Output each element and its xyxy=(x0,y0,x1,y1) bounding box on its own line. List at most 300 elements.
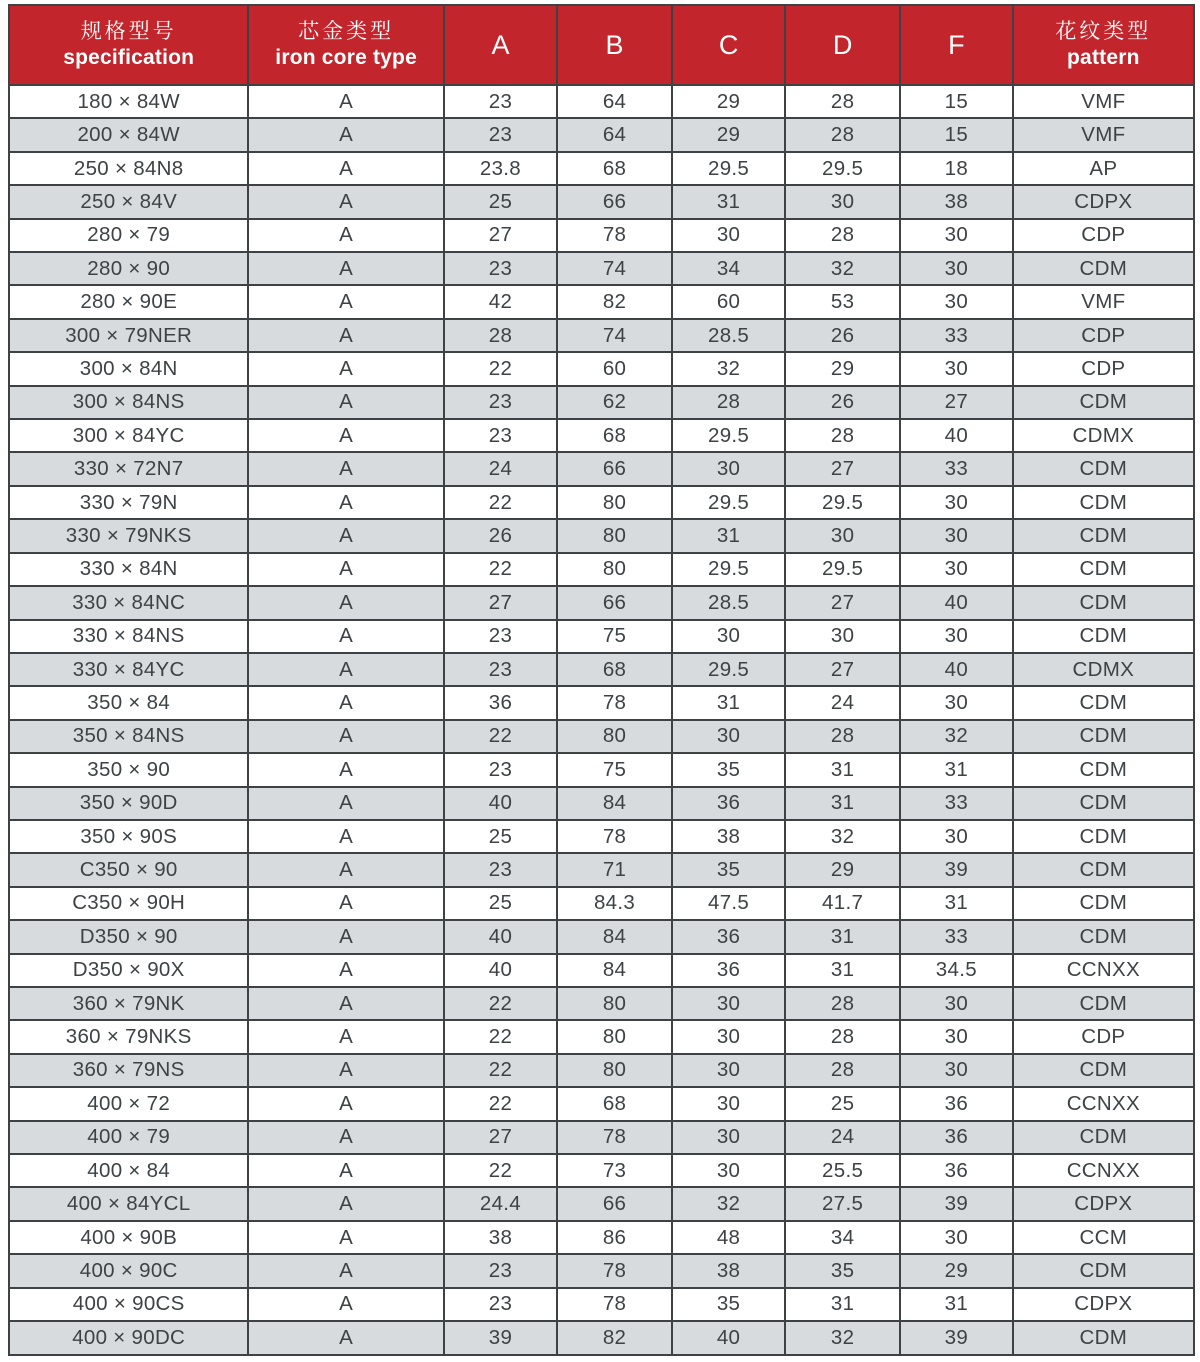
cell-specification: 400 × 84 xyxy=(9,1154,248,1187)
cell-d: 34 xyxy=(785,1221,900,1254)
cell-iron-core-type: A xyxy=(248,118,444,151)
cell-b: 78 xyxy=(557,1121,672,1154)
cell-d: 31 xyxy=(785,920,900,953)
cell-c: 31 xyxy=(672,686,785,719)
cell-iron-core-type: A xyxy=(248,1054,444,1087)
cell-specification: D350 × 90X xyxy=(9,954,248,987)
cell-c: 35 xyxy=(672,753,785,786)
cell-a: 22 xyxy=(444,1154,557,1187)
cell-d: 32 xyxy=(785,252,900,285)
cell-d: 41.7 xyxy=(785,887,900,920)
cell-b: 68 xyxy=(557,1087,672,1120)
cell-iron-core-type: A xyxy=(248,319,444,352)
cell-pattern: CDM xyxy=(1013,920,1194,953)
table-row xyxy=(9,987,1194,1020)
cell-b: 74 xyxy=(557,319,672,352)
cell-b: 86 xyxy=(557,1221,672,1254)
cell-pattern: CDM xyxy=(1013,753,1194,786)
cell-d: 29.5 xyxy=(785,152,900,185)
table-row xyxy=(9,1321,1194,1355)
cell-pattern: CDP xyxy=(1013,219,1194,252)
cell-specification: 330 × 72N7 xyxy=(9,452,248,485)
cell-specification: 200 × 84W xyxy=(9,118,248,151)
cell-pattern: CDM xyxy=(1013,586,1194,619)
cell-a: 40 xyxy=(444,787,557,820)
cell-pattern: VMF xyxy=(1013,285,1194,318)
cell-b: 66 xyxy=(557,185,672,218)
cell-a: 23 xyxy=(444,853,557,886)
cell-pattern: CDM xyxy=(1013,720,1194,753)
cell-pattern: CDP xyxy=(1013,319,1194,352)
table-row xyxy=(9,1054,1194,1087)
cell-a: 23 xyxy=(444,620,557,653)
cell-a: 38 xyxy=(444,1221,557,1254)
cell-f: 30 xyxy=(900,285,1013,318)
cell-iron-core-type: A xyxy=(248,720,444,753)
cell-f: 33 xyxy=(900,920,1013,953)
cell-specification: 400 × 84YCL xyxy=(9,1187,248,1220)
cell-iron-core-type: A xyxy=(248,1087,444,1120)
table-row xyxy=(9,285,1194,318)
cell-c: 29 xyxy=(672,85,785,118)
table-row xyxy=(9,853,1194,886)
cell-f: 30 xyxy=(900,1054,1013,1087)
cell-iron-core-type: A xyxy=(248,553,444,586)
cell-specification: 330 × 84YC xyxy=(9,653,248,686)
spec-table-container xyxy=(8,4,1195,1356)
cell-b: 80 xyxy=(557,1054,672,1087)
cell-d: 30 xyxy=(785,620,900,653)
cell-c: 30 xyxy=(672,452,785,485)
col-header-d: D xyxy=(785,5,900,85)
col-header-iron-core-type-en: iron core type xyxy=(275,46,417,69)
cell-pattern: CDPX xyxy=(1013,185,1194,218)
cell-c: 32 xyxy=(672,1187,785,1220)
cell-f: 31 xyxy=(900,753,1013,786)
cell-f: 31 xyxy=(900,887,1013,920)
table-row xyxy=(9,352,1194,385)
cell-specification: 400 × 90DC xyxy=(9,1321,248,1355)
cell-c: 28.5 xyxy=(672,319,785,352)
cell-c: 32 xyxy=(672,352,785,385)
cell-iron-core-type: A xyxy=(248,85,444,118)
cell-f: 18 xyxy=(900,152,1013,185)
cell-d: 24 xyxy=(785,1121,900,1154)
cell-d: 27.5 xyxy=(785,1187,900,1220)
cell-c: 36 xyxy=(672,787,785,820)
col-header-iron-core-type-zh: 芯金类型 xyxy=(298,19,395,43)
cell-a: 22 xyxy=(444,720,557,753)
col-header-c: C xyxy=(672,5,785,85)
cell-a: 23 xyxy=(444,386,557,419)
cell-pattern: CDM xyxy=(1013,853,1194,886)
cell-b: 66 xyxy=(557,1187,672,1220)
cell-specification: 330 × 84NC xyxy=(9,586,248,619)
cell-b: 84 xyxy=(557,954,672,987)
cell-iron-core-type: A xyxy=(248,386,444,419)
col-header-pattern-zh: 花纹类型 xyxy=(1055,19,1152,43)
cell-iron-core-type: A xyxy=(248,887,444,920)
cell-pattern: CDM xyxy=(1013,987,1194,1020)
cell-f: 30 xyxy=(900,620,1013,653)
cell-specification: 400 × 90CS xyxy=(9,1288,248,1321)
cell-pattern: CDM xyxy=(1013,787,1194,820)
cell-a: 23 xyxy=(444,419,557,452)
cell-a: 36 xyxy=(444,686,557,719)
cell-iron-core-type: A xyxy=(248,352,444,385)
table-row xyxy=(9,620,1194,653)
cell-d: 31 xyxy=(785,1288,900,1321)
table-row xyxy=(9,1020,1194,1053)
cell-specification: 400 × 72 xyxy=(9,1087,248,1120)
cell-iron-core-type: A xyxy=(248,419,444,452)
cell-a: 22 xyxy=(444,1054,557,1087)
cell-f: 30 xyxy=(900,686,1013,719)
cell-iron-core-type: A xyxy=(248,853,444,886)
cell-b: 80 xyxy=(557,486,672,519)
cell-b: 75 xyxy=(557,620,672,653)
cell-f: 30 xyxy=(900,252,1013,285)
cell-iron-core-type: A xyxy=(248,519,444,552)
cell-a: 22 xyxy=(444,352,557,385)
cell-iron-core-type: A xyxy=(248,820,444,853)
cell-d: 32 xyxy=(785,820,900,853)
cell-f: 40 xyxy=(900,419,1013,452)
cell-b: 82 xyxy=(557,285,672,318)
cell-a: 40 xyxy=(444,920,557,953)
col-header-specification-zh: 规格型号 xyxy=(80,19,177,43)
cell-c: 30 xyxy=(672,1054,785,1087)
cell-specification: 350 × 84NS xyxy=(9,720,248,753)
cell-f: 30 xyxy=(900,553,1013,586)
table-row xyxy=(9,686,1194,719)
cell-pattern: CDM xyxy=(1013,686,1194,719)
cell-specification: 350 × 90 xyxy=(9,753,248,786)
cell-specification: 330 × 79NKS xyxy=(9,519,248,552)
cell-d: 27 xyxy=(785,586,900,619)
cell-b: 80 xyxy=(557,987,672,1020)
cell-d: 26 xyxy=(785,386,900,419)
cell-c: 29.5 xyxy=(672,486,785,519)
cell-c: 30 xyxy=(672,987,785,1020)
cell-specification: 350 × 90S xyxy=(9,820,248,853)
cell-b: 80 xyxy=(557,519,672,552)
cell-specification: 400 × 79 xyxy=(9,1121,248,1154)
table-row xyxy=(9,519,1194,552)
cell-c: 29.5 xyxy=(672,419,785,452)
cell-d: 29 xyxy=(785,853,900,886)
cell-c: 48 xyxy=(672,1221,785,1254)
cell-iron-core-type: A xyxy=(248,753,444,786)
cell-a: 25 xyxy=(444,887,557,920)
cell-f: 15 xyxy=(900,85,1013,118)
cell-specification: 300 × 84NS xyxy=(9,386,248,419)
cell-d: 29 xyxy=(785,352,900,385)
cell-d: 28 xyxy=(785,118,900,151)
cell-b: 62 xyxy=(557,386,672,419)
cell-f: 39 xyxy=(900,1187,1013,1220)
cell-specification: 280 × 90E xyxy=(9,285,248,318)
cell-c: 60 xyxy=(672,285,785,318)
cell-a: 23 xyxy=(444,653,557,686)
table-row xyxy=(9,419,1194,452)
table-row xyxy=(9,586,1194,619)
cell-b: 78 xyxy=(557,219,672,252)
cell-a: 23 xyxy=(444,1254,557,1287)
cell-pattern: CDM xyxy=(1013,1254,1194,1287)
cell-b: 78 xyxy=(557,820,672,853)
cell-f: 30 xyxy=(900,519,1013,552)
cell-c: 31 xyxy=(672,519,785,552)
cell-d: 29.5 xyxy=(785,553,900,586)
cell-pattern: CDPX xyxy=(1013,1288,1194,1321)
cell-d: 28 xyxy=(785,1020,900,1053)
cell-c: 36 xyxy=(672,954,785,987)
cell-b: 84 xyxy=(557,787,672,820)
cell-a: 23.8 xyxy=(444,152,557,185)
table-row xyxy=(9,1087,1194,1120)
table-row xyxy=(9,920,1194,953)
cell-d: 25.5 xyxy=(785,1154,900,1187)
cell-b: 68 xyxy=(557,152,672,185)
cell-a: 23 xyxy=(444,85,557,118)
cell-f: 32 xyxy=(900,720,1013,753)
col-header-specification xyxy=(9,5,248,85)
cell-iron-core-type: A xyxy=(248,486,444,519)
cell-iron-core-type: A xyxy=(248,1020,444,1053)
table-row xyxy=(9,386,1194,419)
cell-specification: C350 × 90H xyxy=(9,887,248,920)
cell-f: 36 xyxy=(900,1087,1013,1120)
table-header xyxy=(9,5,1194,85)
cell-b: 75 xyxy=(557,753,672,786)
cell-pattern: CDMX xyxy=(1013,419,1194,452)
table-row xyxy=(9,1221,1194,1254)
cell-a: 23 xyxy=(444,118,557,151)
cell-f: 30 xyxy=(900,352,1013,385)
cell-a: 24.4 xyxy=(444,1187,557,1220)
cell-a: 27 xyxy=(444,586,557,619)
cell-f: 38 xyxy=(900,185,1013,218)
cell-d: 28 xyxy=(785,85,900,118)
cell-specification: 250 × 84V xyxy=(9,185,248,218)
cell-pattern: AP xyxy=(1013,152,1194,185)
cell-d: 31 xyxy=(785,753,900,786)
cell-pattern: CDM xyxy=(1013,820,1194,853)
cell-iron-core-type: A xyxy=(248,219,444,252)
col-header-f: F xyxy=(900,5,1013,85)
cell-pattern: CCNXX xyxy=(1013,1154,1194,1187)
cell-specification: 400 × 90B xyxy=(9,1221,248,1254)
table-row xyxy=(9,452,1194,485)
cell-a: 22 xyxy=(444,1020,557,1053)
cell-f: 34.5 xyxy=(900,954,1013,987)
table-row xyxy=(9,720,1194,753)
cell-c: 38 xyxy=(672,1254,785,1287)
cell-a: 22 xyxy=(444,553,557,586)
cell-c: 34 xyxy=(672,252,785,285)
cell-iron-core-type: A xyxy=(248,620,444,653)
cell-a: 40 xyxy=(444,954,557,987)
cell-d: 26 xyxy=(785,319,900,352)
cell-specification: 360 × 79NK xyxy=(9,987,248,1020)
table-header-row xyxy=(9,5,1194,85)
cell-c: 29 xyxy=(672,118,785,151)
cell-pattern: CDM xyxy=(1013,887,1194,920)
cell-pattern: VMF xyxy=(1013,85,1194,118)
table-row xyxy=(9,152,1194,185)
cell-iron-core-type: A xyxy=(248,1221,444,1254)
cell-b: 64 xyxy=(557,85,672,118)
cell-b: 82 xyxy=(557,1321,672,1355)
cell-a: 27 xyxy=(444,1121,557,1154)
cell-pattern: CDP xyxy=(1013,352,1194,385)
cell-specification: 280 × 90 xyxy=(9,252,248,285)
cell-specification: 330 × 84NS xyxy=(9,620,248,653)
cell-f: 30 xyxy=(900,987,1013,1020)
table-body xyxy=(9,85,1194,1355)
cell-specification: 180 × 84W xyxy=(9,85,248,118)
table-row xyxy=(9,1288,1194,1321)
cell-a: 26 xyxy=(444,519,557,552)
cell-c: 36 xyxy=(672,920,785,953)
col-header-iron-core-type xyxy=(248,5,444,85)
cell-d: 28 xyxy=(785,1054,900,1087)
table-row xyxy=(9,118,1194,151)
cell-a: 24 xyxy=(444,452,557,485)
cell-d: 31 xyxy=(785,787,900,820)
cell-f: 30 xyxy=(900,820,1013,853)
cell-b: 78 xyxy=(557,1254,672,1287)
cell-pattern: CDM xyxy=(1013,1321,1194,1355)
cell-pattern: CDM xyxy=(1013,1121,1194,1154)
cell-d: 32 xyxy=(785,1321,900,1355)
cell-specification: 300 × 79NER xyxy=(9,319,248,352)
cell-b: 68 xyxy=(557,419,672,452)
cell-pattern: CCNXX xyxy=(1013,954,1194,987)
table-row xyxy=(9,185,1194,218)
cell-specification: 300 × 84YC xyxy=(9,419,248,452)
cell-specification: 350 × 90D xyxy=(9,787,248,820)
cell-f: 31 xyxy=(900,1288,1013,1321)
cell-c: 30 xyxy=(672,720,785,753)
cell-iron-core-type: A xyxy=(248,1321,444,1355)
cell-specification: 350 × 84 xyxy=(9,686,248,719)
cell-d: 28 xyxy=(785,720,900,753)
cell-d: 28 xyxy=(785,419,900,452)
cell-f: 39 xyxy=(900,1321,1013,1355)
table-row xyxy=(9,486,1194,519)
table-row xyxy=(9,787,1194,820)
col-header-specification-en: specification xyxy=(63,46,195,69)
cell-f: 39 xyxy=(900,853,1013,886)
table-row xyxy=(9,820,1194,853)
cell-pattern: CDPX xyxy=(1013,1187,1194,1220)
cell-f: 33 xyxy=(900,452,1013,485)
cell-a: 39 xyxy=(444,1321,557,1355)
table-row xyxy=(9,219,1194,252)
cell-iron-core-type: A xyxy=(248,1288,444,1321)
cell-d: 27 xyxy=(785,452,900,485)
cell-f: 15 xyxy=(900,118,1013,151)
cell-pattern: CDM xyxy=(1013,1054,1194,1087)
cell-f: 27 xyxy=(900,386,1013,419)
cell-b: 66 xyxy=(557,452,672,485)
cell-d: 35 xyxy=(785,1254,900,1287)
cell-d: 24 xyxy=(785,686,900,719)
cell-b: 64 xyxy=(557,118,672,151)
table-row xyxy=(9,653,1194,686)
table-row xyxy=(9,954,1194,987)
cell-b: 80 xyxy=(557,553,672,586)
cell-b: 73 xyxy=(557,1154,672,1187)
cell-pattern: CDMX xyxy=(1013,653,1194,686)
cell-iron-core-type: A xyxy=(248,1121,444,1154)
cell-pattern: CDM xyxy=(1013,620,1194,653)
cell-pattern: CDM xyxy=(1013,252,1194,285)
cell-f: 40 xyxy=(900,586,1013,619)
cell-pattern: CDM xyxy=(1013,519,1194,552)
cell-d: 53 xyxy=(785,285,900,318)
cell-d: 28 xyxy=(785,987,900,1020)
cell-b: 84 xyxy=(557,920,672,953)
cell-pattern: CDM xyxy=(1013,386,1194,419)
cell-pattern: CDM xyxy=(1013,486,1194,519)
cell-f: 30 xyxy=(900,219,1013,252)
cell-specification: 300 × 84N xyxy=(9,352,248,385)
cell-pattern: CDM xyxy=(1013,452,1194,485)
col-header-a: A xyxy=(444,5,557,85)
cell-pattern: CDM xyxy=(1013,553,1194,586)
cell-b: 74 xyxy=(557,252,672,285)
cell-c: 30 xyxy=(672,219,785,252)
cell-b: 78 xyxy=(557,1288,672,1321)
cell-a: 27 xyxy=(444,219,557,252)
cell-c: 28.5 xyxy=(672,586,785,619)
cell-b: 68 xyxy=(557,653,672,686)
cell-pattern: CDP xyxy=(1013,1020,1194,1053)
cell-iron-core-type: A xyxy=(248,987,444,1020)
cell-d: 30 xyxy=(785,519,900,552)
cell-specification: 280 × 79 xyxy=(9,219,248,252)
cell-c: 47.5 xyxy=(672,887,785,920)
cell-f: 33 xyxy=(900,787,1013,820)
col-header-pattern-en: pattern xyxy=(1067,46,1140,69)
cell-a: 23 xyxy=(444,1288,557,1321)
cell-a: 23 xyxy=(444,753,557,786)
cell-c: 28 xyxy=(672,386,785,419)
cell-iron-core-type: A xyxy=(248,1154,444,1187)
cell-f: 36 xyxy=(900,1154,1013,1187)
cell-specification: 250 × 84N8 xyxy=(9,152,248,185)
cell-a: 25 xyxy=(444,820,557,853)
cell-b: 71 xyxy=(557,853,672,886)
cell-pattern: CCNXX xyxy=(1013,1087,1194,1120)
cell-c: 30 xyxy=(672,1154,785,1187)
cell-a: 25 xyxy=(444,185,557,218)
cell-c: 38 xyxy=(672,820,785,853)
col-header-pattern xyxy=(1013,5,1194,85)
cell-f: 33 xyxy=(900,319,1013,352)
cell-a: 28 xyxy=(444,319,557,352)
table-row xyxy=(9,252,1194,285)
cell-a: 22 xyxy=(444,1087,557,1120)
cell-specification: 330 × 79N xyxy=(9,486,248,519)
cell-c: 30 xyxy=(672,1121,785,1154)
cell-a: 22 xyxy=(444,486,557,519)
cell-a: 42 xyxy=(444,285,557,318)
cell-specification: 360 × 79NS xyxy=(9,1054,248,1087)
